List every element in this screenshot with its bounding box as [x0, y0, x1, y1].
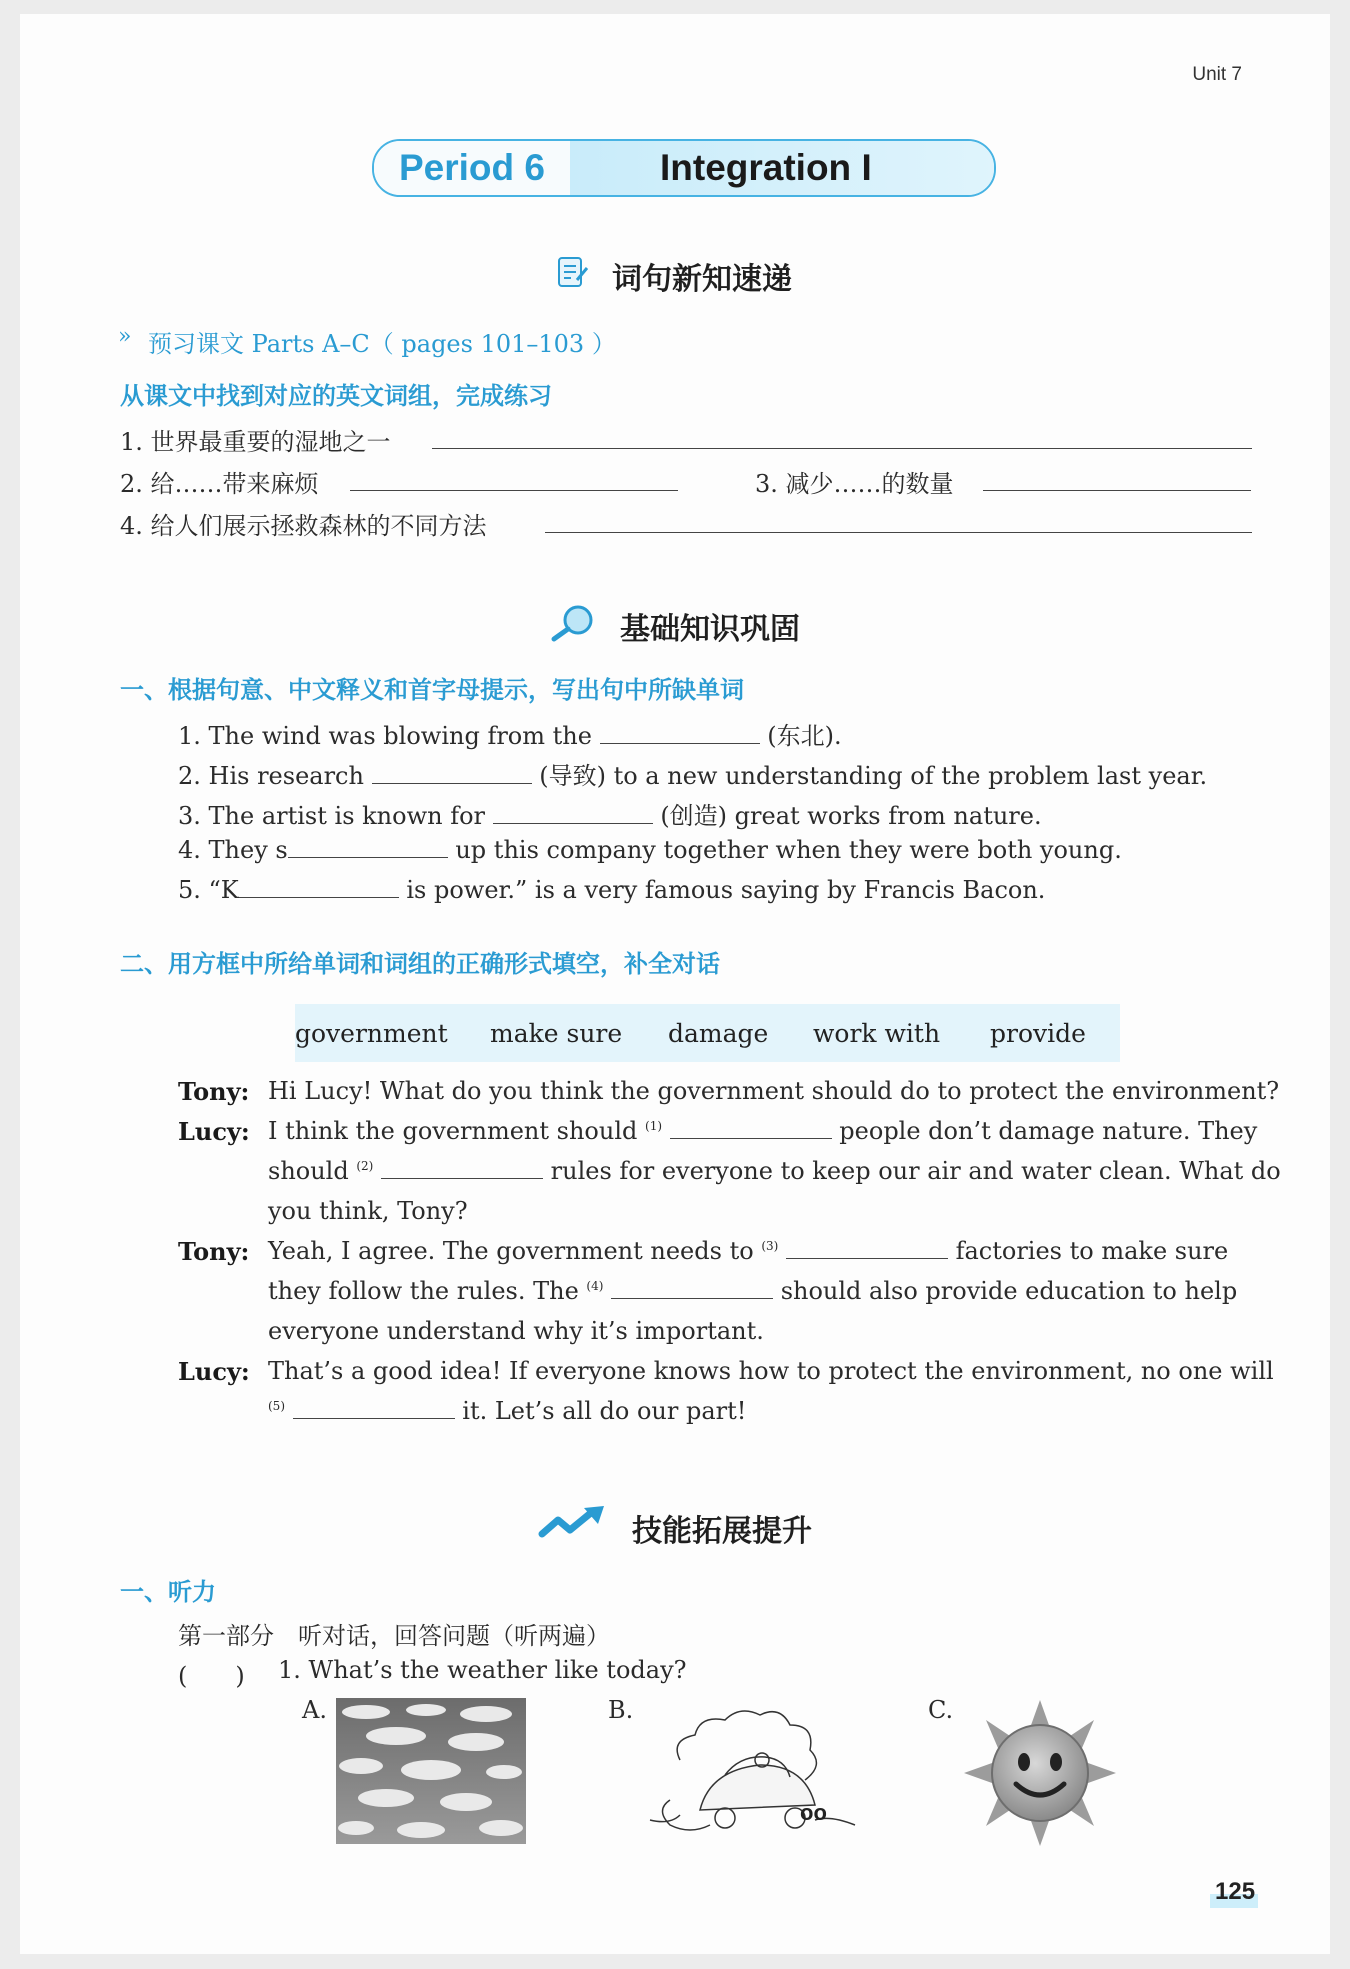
- p1-item-1: 1. The wind was blowing from the (东北).: [178, 722, 842, 750]
- dialogue-line: should $^{(2)}$ rules for everyone to keep our air and water clean. What do: [268, 1157, 1281, 1185]
- dialogue-line: Hi Lucy! What do you think the government should do to protect the environment?: [268, 1077, 1280, 1105]
- question-1: 1. What’s the weather like today?: [278, 1656, 687, 1684]
- word-box-item: damage: [668, 1019, 769, 1048]
- word-box-item: make sure: [490, 1019, 623, 1048]
- p1-item-2: 2. His research (导致) to a new understanding of the problem last year.: [178, 762, 1208, 790]
- answer-blank[interactable]: [372, 782, 532, 784]
- workbook-page: [20, 14, 1330, 1954]
- answer-blank[interactable]: [600, 742, 760, 744]
- section1-instruction: 从课文中找到对应的英文词组，完成练习: [120, 382, 552, 410]
- smiling-sun-image[interactable]: [960, 1698, 1120, 1848]
- section2-title: 基础知识巩固: [620, 612, 800, 647]
- answer-blank[interactable]: [381, 1177, 543, 1179]
- period-label: Period 6: [374, 141, 570, 195]
- answer-blank[interactable]: [786, 1257, 948, 1259]
- magnifier-icon: [550, 602, 596, 642]
- chevron-double-right-icon: »: [118, 324, 132, 349]
- dialogue-line: I think the government should $^{(1)}$ people don’t damage nature. They: [268, 1117, 1258, 1145]
- word-box-item: government: [295, 1019, 448, 1048]
- speaker-tony: Tony:: [178, 1077, 250, 1106]
- option-a-label: A.: [302, 1696, 327, 1724]
- s1-item-3: 3. 减少……的数量: [755, 470, 954, 498]
- period-title: Integration I: [570, 141, 994, 195]
- p1-item-5: 5. “K is power.” is a very famous saying by Francis Bacon.: [178, 876, 1046, 904]
- unit-label: Unit 7: [1192, 64, 1242, 85]
- answer-line[interactable]: [545, 532, 1252, 533]
- answer-blank[interactable]: [239, 896, 399, 898]
- answer-paren[interactable]: ( ): [178, 1662, 245, 1690]
- cloudy-sky-image[interactable]: [336, 1698, 526, 1844]
- s1-item-1: 1. 世界最重要的湿地之一: [120, 428, 391, 456]
- page-number: 125: [1215, 1878, 1256, 1905]
- speaker-lucy: Lucy:: [178, 1117, 250, 1146]
- word-box-item: work with: [813, 1019, 941, 1048]
- foggy-car-image[interactable]: [640, 1700, 870, 1850]
- dialogue-line: you think, Tony?: [268, 1197, 468, 1225]
- answer-blank[interactable]: [670, 1137, 832, 1139]
- option-b-label: B.: [608, 1696, 634, 1724]
- answer-line[interactable]: [432, 448, 1252, 449]
- answer-blank[interactable]: [493, 822, 653, 824]
- notebook-icon: [555, 254, 591, 290]
- trend-up-icon: [538, 1504, 608, 1542]
- answer-blank[interactable]: [288, 856, 448, 858]
- period-banner: [372, 139, 996, 197]
- word-box-item: provide: [990, 1019, 1086, 1048]
- answer-blank[interactable]: [293, 1417, 455, 1419]
- listening-subpart: 第一部分 听对话，回答问题（听两遍）: [178, 1622, 610, 1650]
- listening-header: 一、听力: [120, 1578, 216, 1606]
- dialogue-line: they follow the rules. The $^{(4)}$ should also provide education to help: [268, 1277, 1238, 1305]
- answer-line[interactable]: [983, 490, 1251, 491]
- preview-line: 预习课文 Parts A–C（ pages 101–103 ）: [148, 330, 616, 358]
- dialogue-line: everyone understand why it’s important.: [268, 1317, 764, 1345]
- p1-item-4: 4. They s up this company together when they were both young.: [178, 836, 1122, 864]
- dialogue-line: Yeah, I agree. The government needs to $^{(3)}$ factories to make sure: [268, 1237, 1229, 1265]
- part1-header: 一、根据句意、中文释义和首字母提示，写出句中所缺单词: [120, 676, 744, 704]
- answer-line[interactable]: [350, 490, 678, 491]
- p1-item-3: 3. The artist is known for (创造) great works from nature.: [178, 802, 1042, 830]
- dialogue-line: That’s a good idea! If everyone knows how to protect the environment, no one will: [268, 1357, 1274, 1385]
- part2-header: 二、用方框中所给单词和词组的正确形式填空，补全对话: [120, 950, 720, 978]
- option-c-label: C.: [928, 1696, 954, 1724]
- section1-title: 词句新知速递: [612, 262, 792, 297]
- s1-item-4: 4. 给人们展示拯救森林的不同方法: [120, 512, 487, 540]
- answer-blank[interactable]: [611, 1297, 773, 1299]
- dialogue-line: $^{(5)}$ it. Let’s all do our part!: [268, 1397, 747, 1425]
- s1-item-2: 2. 给……带来麻烦: [120, 470, 319, 498]
- section3-title: 技能拓展提升: [632, 1514, 812, 1549]
- svg-text:oo: oo: [800, 1800, 827, 1825]
- speaker-lucy: Lucy:: [178, 1357, 250, 1386]
- speaker-tony: Tony:: [178, 1237, 250, 1266]
